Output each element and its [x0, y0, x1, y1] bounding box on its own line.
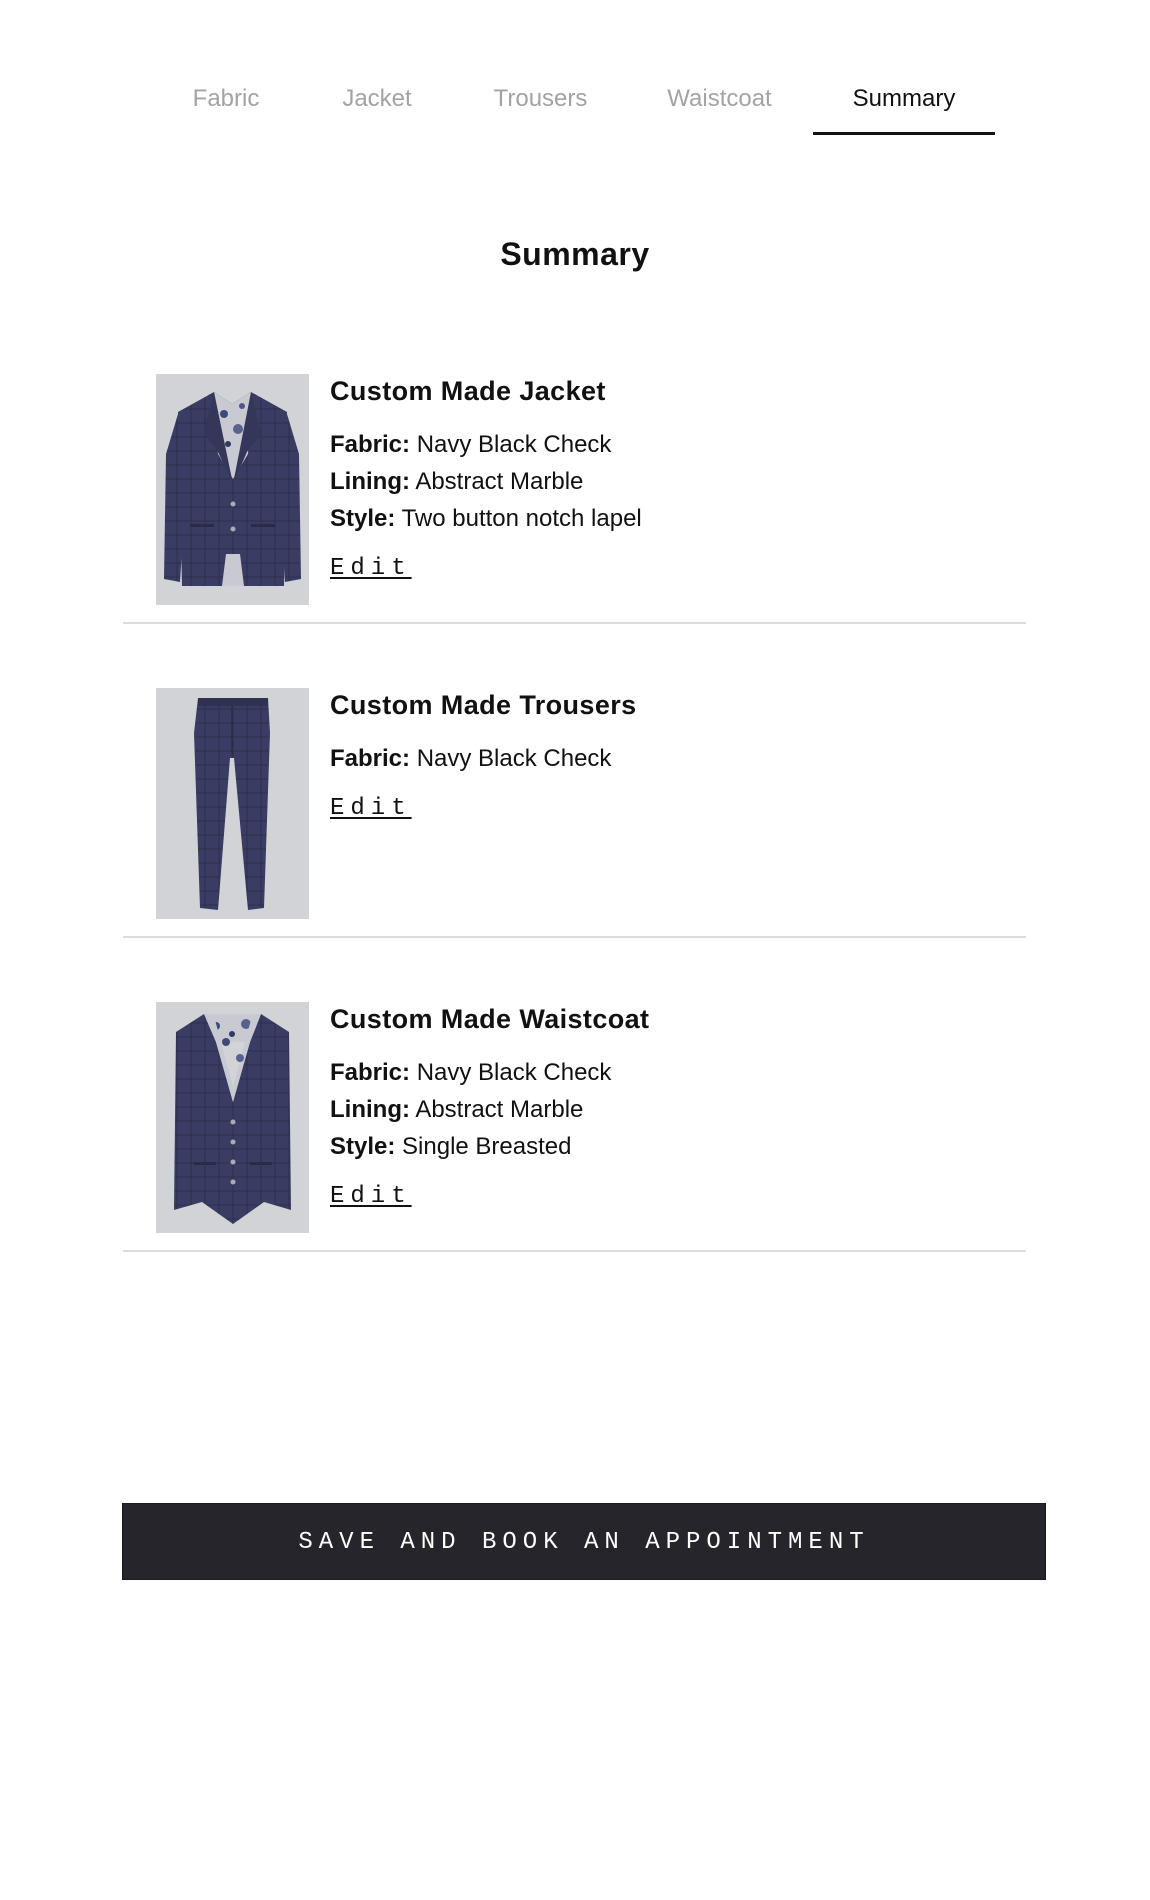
waistcoat-image	[156, 1002, 309, 1233]
detail-style	[330, 1128, 1010, 1165]
detail-value: Single Breasted	[402, 1133, 572, 1160]
detail-value: Navy Black Check	[416, 745, 612, 772]
detail-value: Abstract Marble	[415, 1096, 584, 1123]
detail-fabric	[330, 426, 1010, 463]
tab-fabric[interactable]: Fabric	[192, 85, 260, 112]
tab-summary[interactable]: Summary	[813, 70, 995, 135]
item-info	[330, 374, 1010, 582]
tab-trousers[interactable]: Trousers	[493, 85, 588, 112]
item-title: Custom Made Waistcoat	[330, 1004, 650, 1034]
detail-value: Two button notch lapel	[401, 505, 642, 532]
item-details	[330, 740, 1010, 777]
tab-waistcoat[interactable]: Waistcoat	[667, 85, 772, 112]
step-tabs	[0, 70, 1150, 135]
item-title: Custom Made Jacket	[330, 376, 606, 406]
detail-label: Style:	[330, 505, 396, 532]
item-details	[330, 426, 1010, 537]
detail-value: Navy Black Check	[416, 1059, 612, 1086]
jacket-image	[156, 374, 309, 605]
page-title: Summary	[500, 236, 650, 273]
trousers-image	[156, 688, 309, 919]
tab-jacket[interactable]: Jacket	[342, 85, 412, 112]
detail-label: Lining:	[330, 468, 410, 495]
detail-value: Abstract Marble	[415, 468, 584, 495]
item-title: Custom Made Trousers	[330, 690, 637, 720]
detail-lining	[330, 1091, 1010, 1128]
detail-label: Style:	[330, 1133, 396, 1160]
item-info	[330, 688, 1010, 822]
detail-label: Lining:	[330, 1096, 410, 1123]
item-details	[330, 1054, 1010, 1165]
save-and-book-appointment-button[interactable]: SAVE AND BOOK AN APPOINTMENT	[122, 1503, 1046, 1580]
edit-waistcoat-link[interactable]: Edit	[330, 1183, 412, 1210]
summary-item-jacket	[123, 374, 1026, 624]
edit-jacket-link[interactable]: Edit	[330, 555, 412, 582]
detail-lining	[330, 463, 1010, 500]
detail-label: Fabric:	[330, 745, 411, 772]
detail-label: Fabric:	[330, 431, 411, 458]
detail-value: Navy Black Check	[416, 431, 612, 458]
summary-item-trousers	[123, 688, 1026, 938]
detail-fabric	[330, 1054, 1010, 1091]
detail-label: Fabric:	[330, 1059, 411, 1086]
detail-style	[330, 500, 1010, 537]
summary-item-waistcoat	[123, 1002, 1026, 1252]
edit-trousers-link[interactable]: Edit	[330, 795, 412, 822]
item-info	[330, 1002, 1010, 1210]
detail-fabric	[330, 740, 1010, 777]
